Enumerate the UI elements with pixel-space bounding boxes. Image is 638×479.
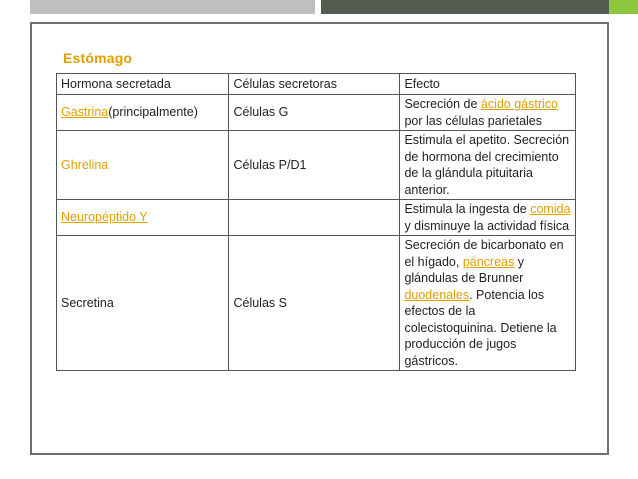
decor-square [609, 0, 638, 14]
effect-text: por las células parietales [404, 113, 543, 128]
effect-text: Secreción de [404, 97, 481, 111]
header-effect: Efecto [400, 74, 576, 95]
hormone-link-ghrelina[interactable]: Ghrelina [61, 157, 109, 172]
table-header-row [57, 74, 576, 95]
effect-text: Estimula el apetito. Secreción de hormona del crecimiento de la glándula pituitaria anterior. [404, 133, 570, 197]
hormone-link-neuropeptido-y[interactable]: Neuropéptido Y [61, 210, 148, 225]
header-cells: Células secretoras [229, 74, 400, 95]
decor-block-left [30, 0, 315, 14]
effect-text: y glándulas de Brunner [404, 254, 524, 285]
effect-text: . Potencia los efectos de la colecistoquinina. Detiene la producción de jugos gástricos. [404, 287, 557, 368]
effect-text: Secreción de bicarbonato en el hígado, [404, 238, 564, 269]
effect-cell [400, 95, 576, 131]
table-row [57, 200, 576, 236]
hormone-cell [57, 200, 229, 236]
decor-block-right [321, 0, 609, 14]
hormone-suffix: (principalmente) [108, 105, 198, 120]
cells-cell [229, 200, 400, 236]
header-hormone: Hormona secretada [57, 74, 229, 95]
table-row [57, 236, 576, 371]
link-duodenales[interactable]: duodenales [404, 287, 470, 302]
hormone-cell: Secretina [57, 236, 229, 371]
hormone-link-gastrina[interactable]: Gastrina [61, 105, 109, 120]
link-comida[interactable]: comida [530, 202, 571, 216]
cells-cell: Células G [229, 95, 400, 131]
table-row [57, 131, 576, 200]
hormone-cell [57, 95, 229, 131]
effect-text: Estimula la ingesta de [404, 202, 531, 216]
link-acido-gastrico[interactable]: ácido gástrico [480, 97, 558, 111]
cells-cell: Células P/D1 [229, 131, 400, 200]
cells-cell: Células S [229, 236, 400, 371]
hormone-cell [57, 131, 229, 200]
table-row [57, 95, 576, 131]
effect-cell [400, 200, 576, 236]
effect-cell [400, 131, 576, 200]
effect-cell [400, 236, 576, 371]
slide-title: Estómago [63, 50, 133, 66]
effect-text: y disminuye la actividad física [404, 218, 570, 233]
hormone-table [56, 73, 576, 371]
link-pancreas[interactable]: páncreas [462, 254, 515, 269]
